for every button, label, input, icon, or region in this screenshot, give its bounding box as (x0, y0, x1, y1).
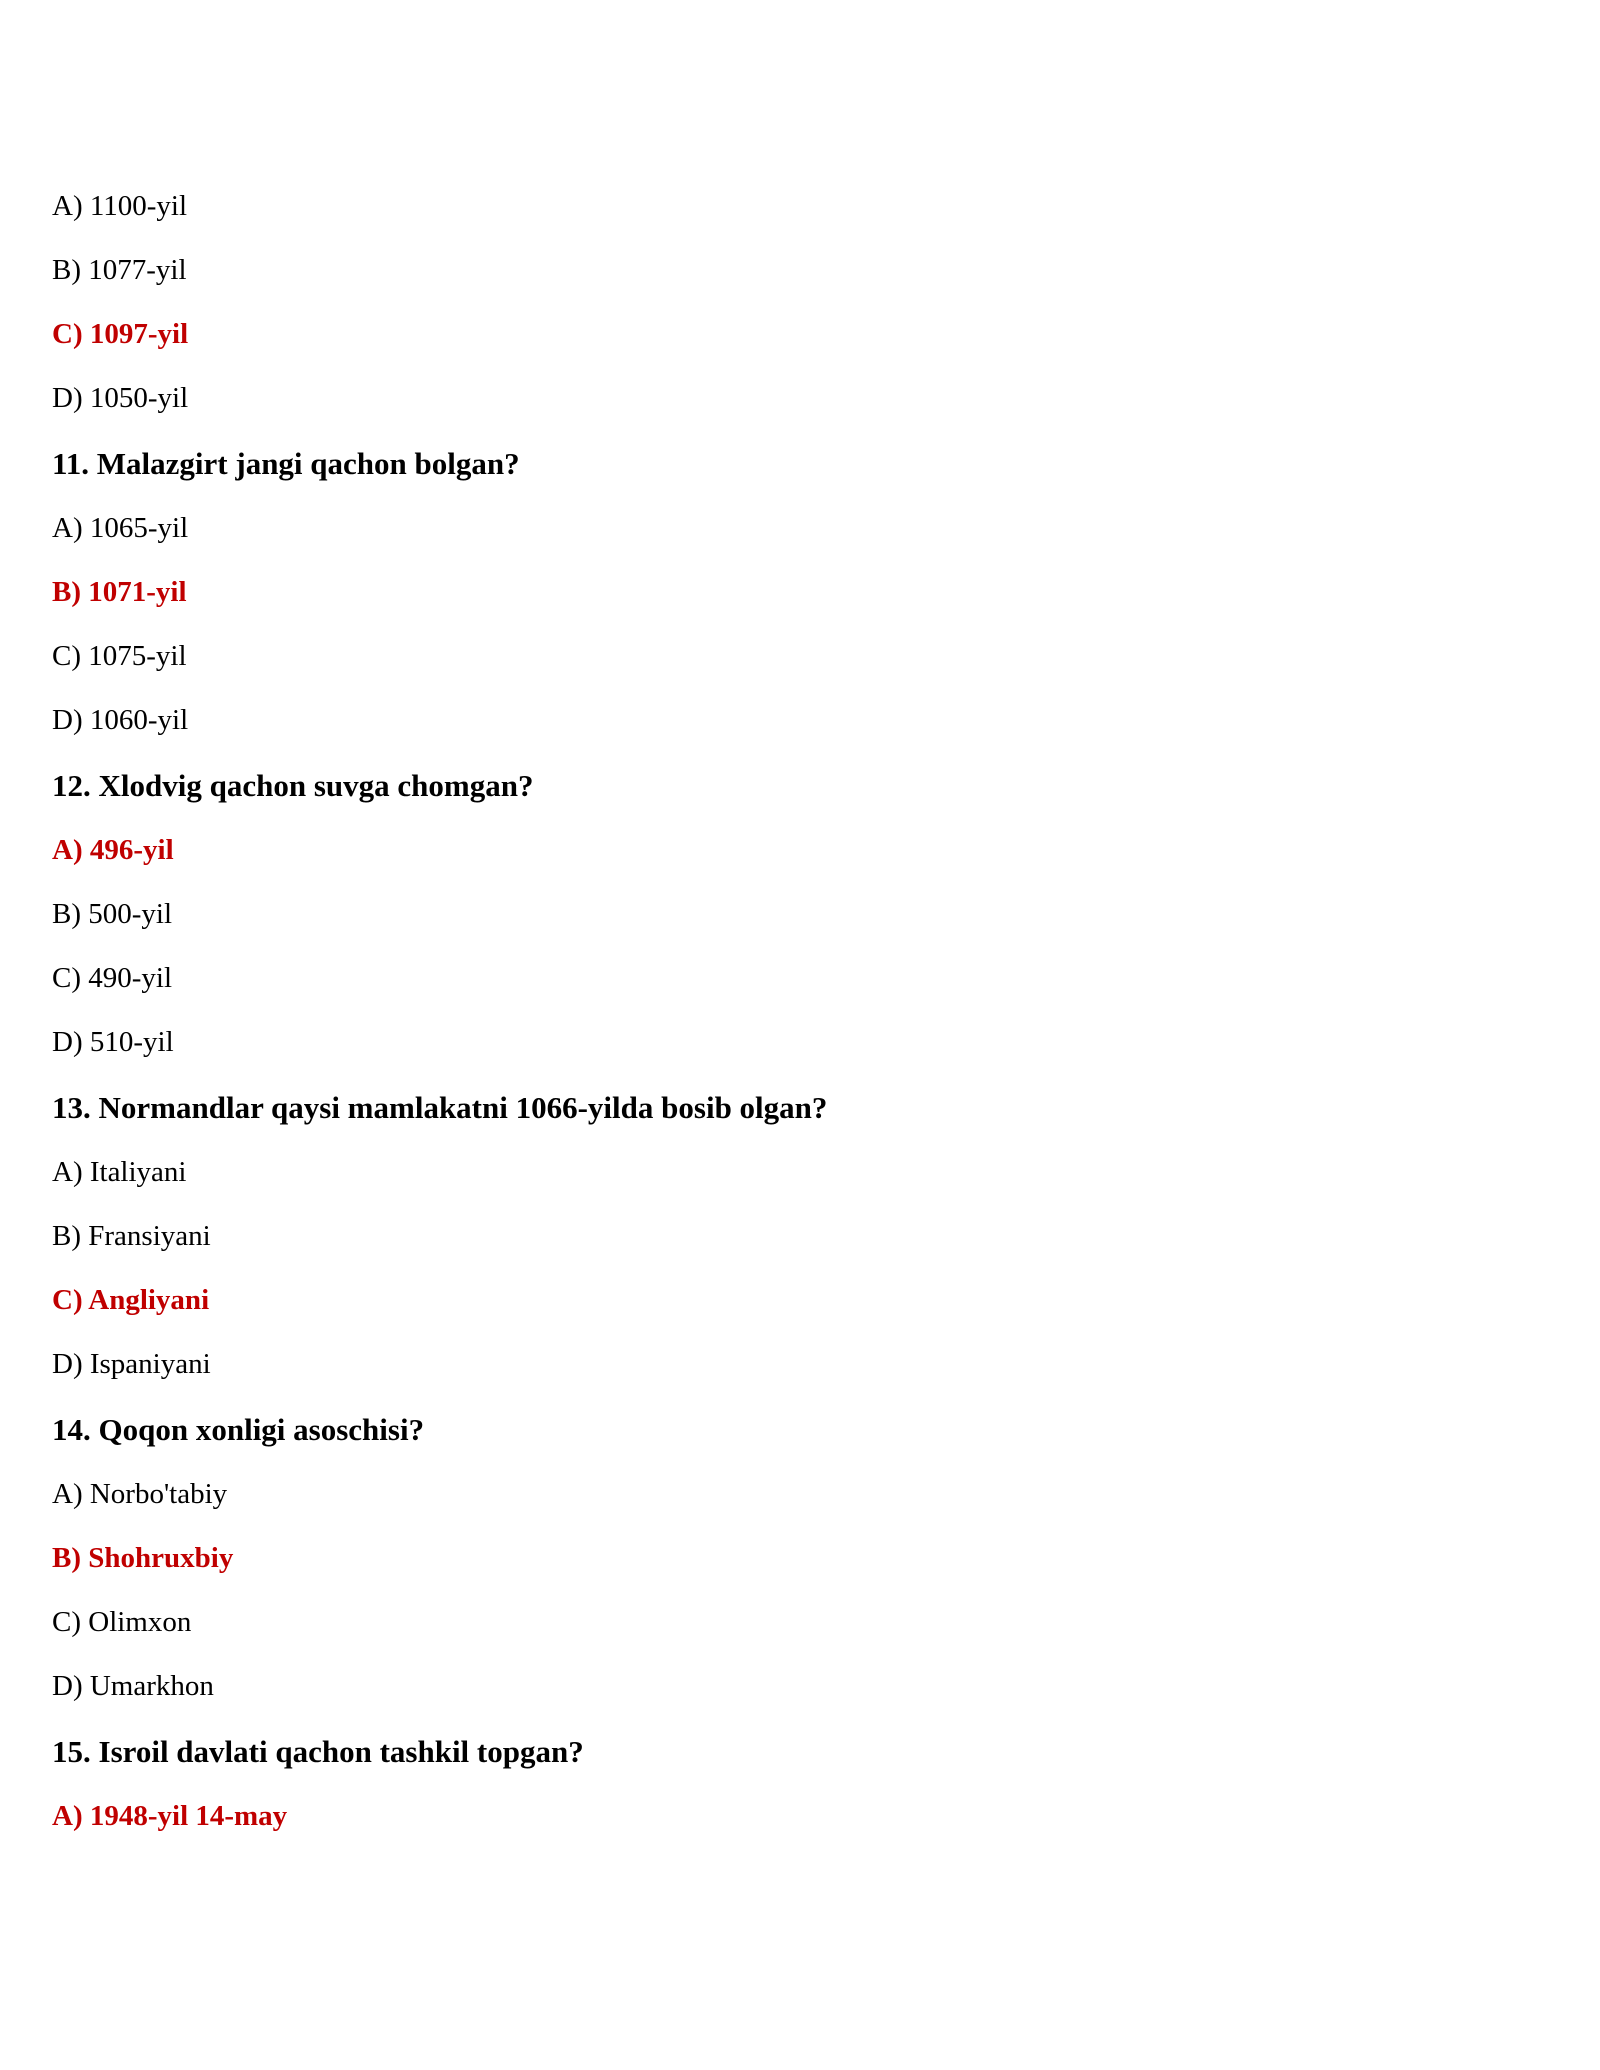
q10-option-d: D) 1050-yil (52, 382, 189, 414)
q13-option-a: A) Italiyani (52, 1156, 187, 1188)
q10-option-b: B) 1077-yil (52, 254, 187, 286)
q12-option-b: B) 500-yil (52, 898, 173, 930)
question-12: 12. Xlodvig qachon suvga chomgan? (52, 768, 534, 803)
q11-option-d: D) 1060-yil (52, 704, 189, 736)
question-14: 14. Qoqon xonligi asoschisi? (52, 1412, 425, 1447)
q11-option-a: A) 1065-yil (52, 512, 189, 544)
q14-option-a: A) Norbo'tabiy (52, 1478, 228, 1510)
question-13: 13. Normandlar qaysi mamlakatni 1066-yilda bosib olgan? (52, 1090, 828, 1125)
q10-option-a: A) 1100-yil (52, 190, 188, 222)
q11-option-b-correct: B) 1071-yil (52, 576, 187, 608)
question-11: 11. Malazgirt jangi qachon bolgan? (52, 446, 520, 481)
q15-option-a-correct: A) 1948-yil 14-may (52, 1800, 288, 1832)
q13-option-b: B) Fransiyani (52, 1220, 211, 1252)
q14-option-b-correct: B) Shohruxbiy (52, 1542, 234, 1574)
question-15: 15. Isroil davlati qachon tashkil topgan? (52, 1734, 584, 1769)
q10-option-c-correct: C) 1097-yil (52, 318, 189, 350)
q14-option-d: D) Umarkhon (52, 1670, 214, 1702)
q12-option-d: D) 510-yil (52, 1026, 174, 1058)
q13-option-c-correct: C) Angliyani (52, 1284, 210, 1316)
q12-option-c: C) 490-yil (52, 962, 173, 994)
q12-option-a-correct: A) 496-yil (52, 834, 174, 866)
q13-option-d: D) Ispaniyani (52, 1348, 211, 1380)
q14-option-c: C) Olimxon (52, 1606, 192, 1638)
q11-option-c: C) 1075-yil (52, 640, 187, 672)
